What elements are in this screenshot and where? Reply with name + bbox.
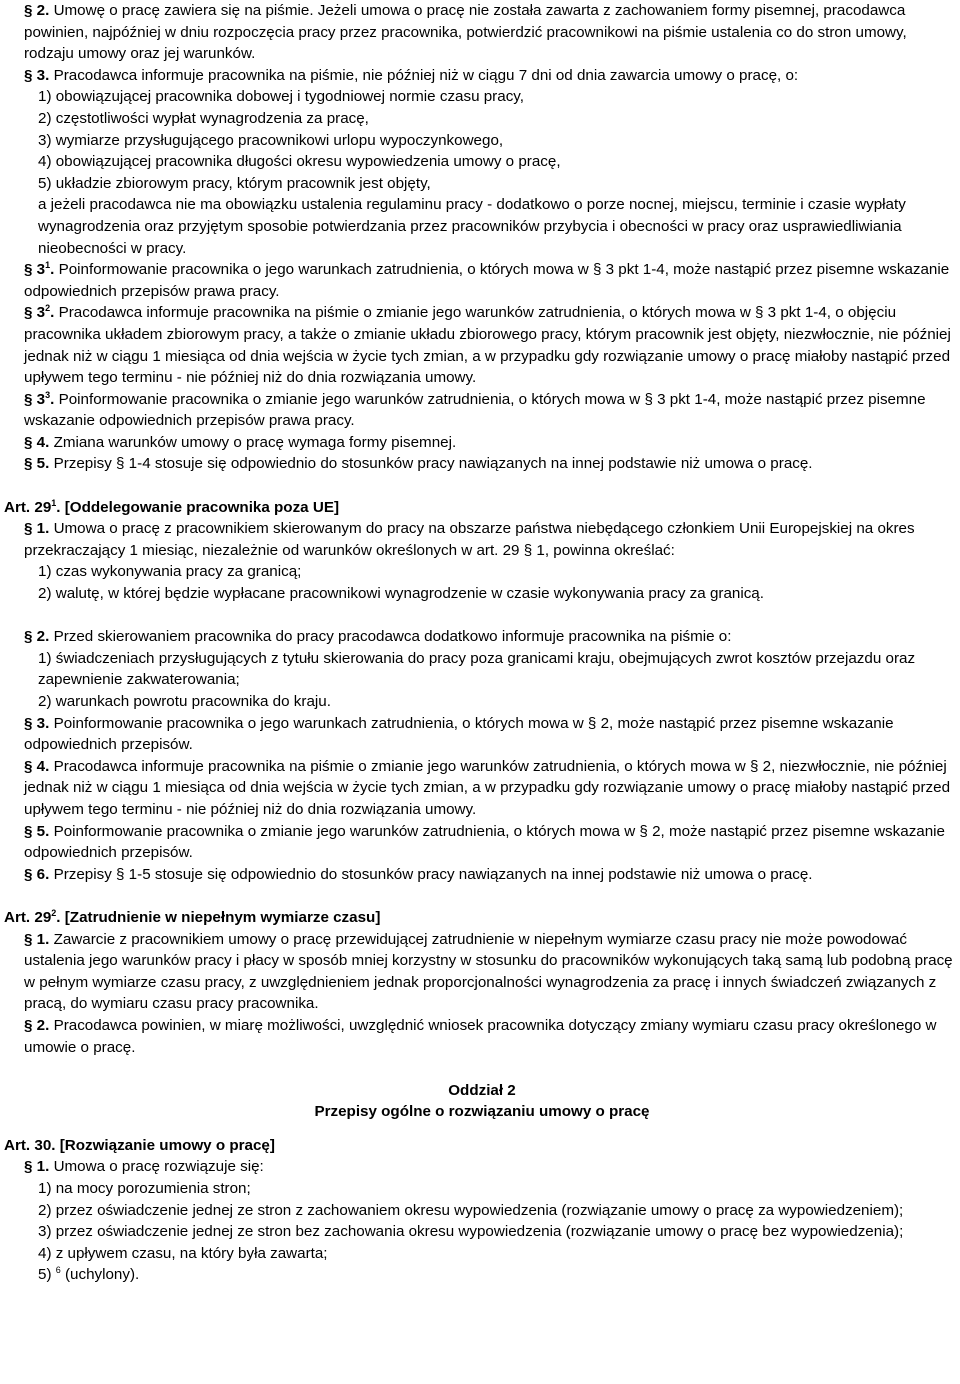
superscript: 2: [51, 907, 57, 918]
paragraph: [4, 108, 960, 130]
spacer: [4, 885, 960, 907]
text-run: § 1.: [24, 1158, 54, 1176]
text-run: Umowa o pracę z pracownikiem skierowanym do pracy na obszarze państwa niebędącego członkiem Unii Europejskiej na okres przekraczający 1 miesiąc, niezależnie od warunków określonych w art. 29 § 1, powinna określać:: [24, 520, 915, 559]
superscript: 1: [51, 497, 57, 508]
text-run: Zawarcie z pracownikiem umowy o pracę przewidującej zatrudnienie w niepełnym wymiarze czasu pracy nie może powodować ustalenia jego warunków pracy i płacy w sposób mniej korzystny w stosunku do pracowników wykonujących taką samą lub podobną pracę w pełnym wymiarze czasu pracy, z uwzględnieniem jednak proporcjonalności wynagrodzenia za pracę i innych świadczeń związanych z pracą, do wymiaru czasu pracy pracownika.: [24, 930, 953, 1013]
text-run: Pracodawca powinien, w miarę możliwości, uwzględnić wniosek pracownika dotyczący zmiany wymiaru czasu pracy określonego w umowie o pracę.: [24, 1016, 937, 1056]
superscript: 1: [45, 260, 51, 271]
text-run: 4) z upływem czasu, na który była zawarta;: [38, 1244, 328, 1262]
text-run: 2) walutę, w której będzie wypłacane pracownikowi wynagrodzenie w czasie wykonywania pracy za granicą.: [38, 585, 764, 603]
text-run: Przepisy § 1-4 stosuje się odpowiednio do stosunków pracy nawiązanych na innej podstawie niż umowa o pracę.: [53, 455, 813, 473]
text-run: Art. 30. [Rozwiązanie umowy o pracę]: [4, 1136, 275, 1154]
text-run: 3) wymiarze przysługującego pracownikowi urlopu wypoczynkowego,: [38, 131, 504, 149]
paragraph: [4, 907, 960, 929]
text-run: Pracodawca informuje pracownika na piśmie, nie później niż w ciągu 7 dni od dnia zawarcia umowy o pracę, o:: [53, 66, 799, 84]
paragraph: [4, 86, 960, 108]
text-run: (uchylony).: [60, 1266, 140, 1284]
paragraph: [4, 626, 960, 648]
paragraph: [4, 389, 960, 432]
text-run: § 1.: [24, 520, 54, 538]
text-run: 1) na mocy porozumienia stron;: [38, 1180, 251, 1198]
section-heading: [4, 1101, 960, 1123]
paragraph: [4, 173, 960, 195]
superscript: 2: [45, 303, 51, 314]
paragraph: [4, 497, 960, 519]
paragraph: [4, 453, 960, 475]
text-run: . [Zatrudnienie w niepełnym wymiarze czasu]: [56, 908, 381, 926]
text-run: § 5.: [24, 822, 54, 840]
paragraph: [4, 1135, 960, 1157]
text-run: 5) układzie zbiorowym pracy, którym pracownik jest objęty,: [38, 174, 431, 192]
text-run: Poinformowanie pracownika o zmianie jego warunków zatrudnienia, o których mowa w § 3 pkt 1-4, może nastąpić przez pisemne wskazanie odpowiednich przepisów prawa pracy.: [24, 390, 926, 430]
paragraph: [4, 194, 960, 259]
text-run: Pracodawca informuje pracownika na piśmie o zmianie jego warunków zatrudnienia, o których mowa w § 2, niezwłocznie, nie później jednak niż w ciągu 1 miesiąca od dnia wejścia w życie tych zmian, a w przypadku gdy rozwiązanie umowy o pracę miałoby nastąpić przed upływem tego terminu - nie później niż do dnia rozwiązania umowy.: [24, 757, 951, 818]
paragraph: [4, 713, 960, 756]
text-run: Umowę o pracę zawiera się na piśmie. Jeżeli umowa o pracę nie została zawarta z zachowaniem formy pisemnej, pracodawca powinien, najpóźniej w dniu rozpoczęcia pracy przez pracownika, potwierdzić pracownikowi na piśmie ustalenia co do stron umowy, rodzaju umowy oraz jej warunków.: [24, 2, 907, 63]
paragraph: [4, 648, 960, 691]
text-run: .: [50, 261, 59, 279]
paragraph: [4, 756, 960, 821]
paragraph: [4, 691, 960, 713]
text-run: § 2.: [24, 2, 54, 19]
text-run: § 2.: [24, 628, 54, 646]
text-run: Przepisy § 1-5 stosuje się odpowiednio do stosunków pracy nawiązanych na innej podstawie niż umowa o pracę.: [53, 865, 813, 883]
text-run: § 4.: [24, 433, 54, 451]
text-run: Poinformowanie pracownika o zmianie jego warunków zatrudnienia, o których mowa w § 2, może nastąpić przez pisemne wskazanie odpowiednich przepisów.: [24, 822, 945, 862]
text-run: Oddział 2: [448, 1081, 516, 1099]
spacer: [4, 1123, 960, 1135]
paragraph: [4, 1221, 960, 1243]
paragraph: [4, 302, 960, 388]
paragraph: [4, 821, 960, 864]
superscript: 3: [45, 389, 51, 400]
text-run: § 5.: [24, 455, 54, 473]
paragraph: [4, 518, 960, 561]
paragraph: [4, 1264, 960, 1286]
text-run: Przepisy ogólne o rozwiązaniu umowy o pracę: [314, 1103, 650, 1121]
text-run: § 2.: [24, 1016, 54, 1034]
text-run: Art. 29: [4, 498, 52, 516]
paragraph: [4, 1156, 960, 1178]
text-run: 4) obowiązującej pracownika długości okresu wypowiedzenia umowy o pracę,: [38, 153, 561, 171]
paragraph: [4, 1178, 960, 1200]
text-run: Zmiana warunków umowy o pracę wymaga formy pisemnej.: [53, 433, 457, 451]
text-run: .: [50, 390, 59, 408]
text-run: Pracodawca informuje pracownika na piśmie o zmianie jego warunków zatrudnienia, o których mowa w § 3 pkt 1-4, o objęciu pracownika układem zbiorowym pracy, a także o zmianie układu zbiorowego pracy, którym pracownik jest objęty, niezwłocznie, nie później jednak niż w ciągu 1 miesiąca od dnia wejścia w życie tych zmian, a w przypadku gdy rozwiązanie umowy o pracę miałoby nastąpić przed upływem tego terminu - nie później niż do dnia rozwiązania umowy.: [24, 304, 951, 387]
text-run: .: [50, 304, 59, 322]
text-run: § 3.: [24, 714, 54, 732]
paragraph: [4, 1243, 960, 1265]
paragraph: [4, 1200, 960, 1222]
text-run: 5): [38, 1266, 56, 1284]
text-run: a jeżeli pracodawca nie ma obowiązku ustalenia regulaminu pracy - dodatkowo o porze nocnej, miejscu, terminie i czasie wypłaty wynagrodzenia oraz przyjętym sposobie potwierdzania przez pracowników przybycia i obecności w pracy oraz usprawiedliwiania nieobecności w pracy.: [38, 196, 906, 257]
text-run: Poinformowanie pracownika o jego warunkach zatrudnienia, o których mowa w § 2, może nastąpić przez pisemne wskazanie odpowiednich przepisów.: [24, 714, 894, 754]
text-run: § 6.: [24, 865, 54, 883]
text-run: 2) warunkach powrotu pracownika do kraju.: [38, 693, 331, 710]
text-run: 1) świadczeniach przysługujących z tytułu skierowania do pracy poza granicami kraju, obejmujących zwrot kosztów przejazdu oraz zapewnienie zakwaterowania;: [38, 649, 916, 689]
text-run: . [Oddelegowanie pracownika poza UE]: [56, 498, 340, 516]
paragraph: [4, 259, 960, 302]
paragraph: [4, 65, 960, 87]
section-heading: [4, 1080, 960, 1102]
text-run: Poinformowanie pracownika o jego warunkach zatrudnienia, o których mowa w § 3 pkt 1-4, może nastąpić przez pisemne wskazanie odpowiednich przepisów prawa pracy.: [24, 261, 950, 300]
text-run: 1) obowiązującej pracownika dobowej i tygodniowej normie czasu pracy,: [38, 88, 524, 106]
paragraph: [4, 130, 960, 152]
text-run: 2) częstotliwości wypłat wynagrodzenia za pracę,: [38, 109, 369, 127]
spacer: [4, 475, 960, 497]
text-run: Art. 29: [4, 908, 52, 926]
paragraph: [4, 864, 960, 886]
text-run: § 3: [24, 390, 46, 408]
spacer: [4, 1058, 960, 1080]
text-run: 1) czas wykonywania pracy za granicą;: [38, 563, 302, 581]
paragraph: [4, 432, 960, 454]
paragraph: [4, 0, 960, 65]
spacer: [4, 605, 960, 627]
text-run: § 4.: [24, 757, 54, 775]
text-run: Przed skierowaniem pracownika do pracy pracodawca dodatkowo informuje pracownika na piśmie o:: [53, 628, 732, 646]
text-run: 3) przez oświadczenie jednej ze stron bez zachowania okresu wypowiedzenia (rozwiązanie umowy o pracę bez wypowiedzenia);: [38, 1223, 904, 1241]
paragraph: [4, 929, 960, 1015]
text-run: § 1.: [24, 930, 54, 948]
text-run: 2) przez oświadczenie jednej ze stron z zachowaniem okresu wypowiedzenia (rozwiązanie umowy o pracę za wypowiedzeniem);: [38, 1201, 904, 1219]
paragraph: [4, 1015, 960, 1058]
superscript: 6: [55, 1265, 61, 1276]
paragraph: [4, 583, 960, 605]
paragraph: [4, 561, 960, 583]
text-run: Umowa o pracę rozwiązuje się:: [53, 1158, 264, 1176]
paragraph: [4, 151, 960, 173]
text-run: § 3.: [24, 66, 54, 84]
text-run: § 3: [24, 304, 46, 322]
text-run: § 3: [24, 261, 46, 279]
